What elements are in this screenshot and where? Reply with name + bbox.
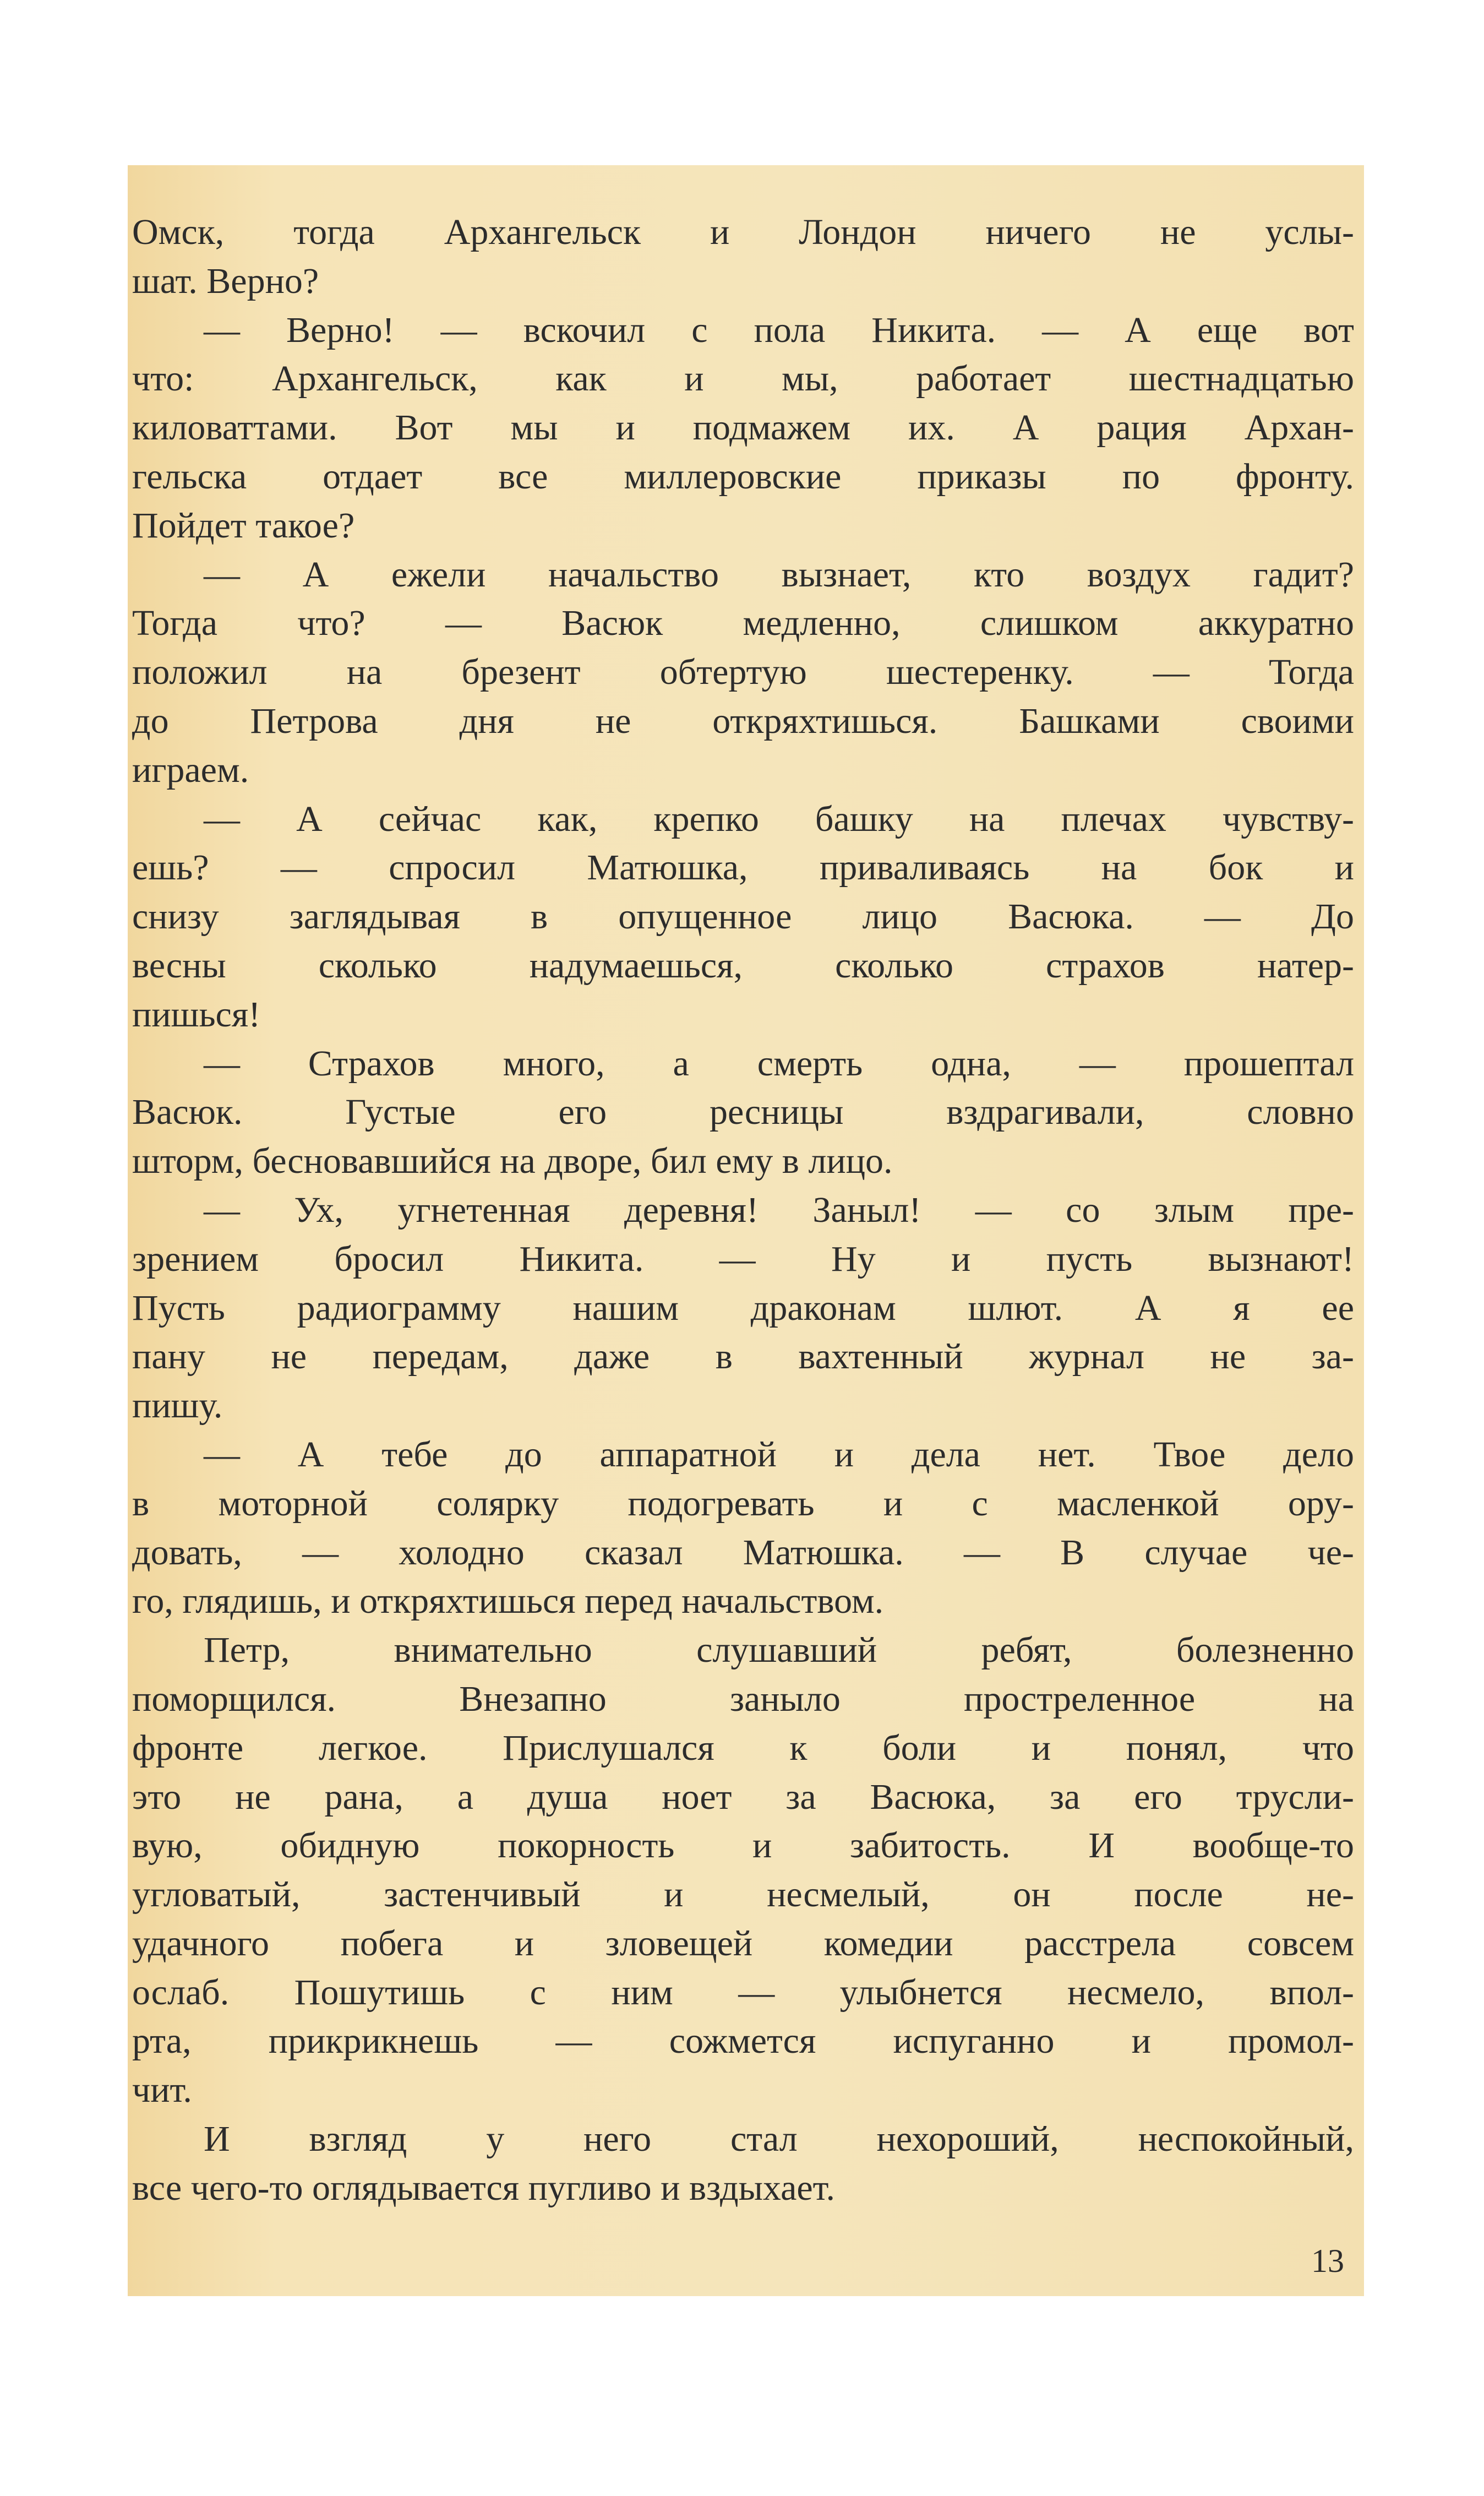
text-line: Тогда что? — Васюк медленно, слишком аккуратно <box>132 603 1354 644</box>
text-line: довать, — холодно сказал Матюшка. — В случае че- <box>132 1532 1354 1573</box>
text-line: снизу заглядывая в опущенное лицо Васюка. — До <box>132 896 1354 937</box>
text-line: киловаттами. Вот мы и подмажем их. А рация Архан- <box>132 407 1354 448</box>
text-line: положил на брезент обтертую шестеренку. — Тогда <box>132 652 1354 693</box>
text-line: гельска отдает все миллеровские приказы по фронту. <box>132 456 1354 497</box>
text-line: угловатый, застенчивый и несмелый, он после не- <box>132 1874 1354 1915</box>
text-line: это не рана, а душа ноет за Васюка, за его трусли- <box>132 1776 1354 1817</box>
text-line: — Ух, угнетенная деревня! Заныл! — со злым пре- <box>204 1189 1354 1230</box>
text-line: ешь? — спросил Матюшка, приваливаясь на бок и <box>132 847 1354 888</box>
text-line: весны сколько надумаешься, сколько страхов натер- <box>132 945 1354 986</box>
text-line: играем. <box>132 749 249 790</box>
text-line: удачного побега и зловещей комедии расстрела совсем <box>132 1923 1354 1964</box>
text-line: фронте легкое. Прислушался к боли и понял, что <box>132 1727 1354 1768</box>
text-line: до Петрова дня не откряхтишься. Башками своими <box>132 700 1354 741</box>
text-line: чит. <box>132 2070 192 2111</box>
text-line: рта, прикрикнешь — сожмется испуганно и промол- <box>132 2021 1354 2062</box>
text-line: что: Архангельск, как и мы, работает шестнадцатью <box>132 358 1354 399</box>
text-line: Пусть радиограмму нашим драконам шлют. А я ее <box>132 1287 1354 1328</box>
text-line: Петр, внимательно слушавший ребят, болезненно <box>204 1630 1354 1671</box>
text-line: поморщился. Внезапно заныло простреленное на <box>132 1678 1354 1719</box>
text-line: Омск, тогда Архангельск и Лондон ничего не услы- <box>132 212 1354 252</box>
text-line: шторм, бесновавшийся на дворе, бил ему в лицо. <box>132 1141 893 1182</box>
text-line: Пойдет такое? <box>132 505 355 546</box>
text-line: Васюк. Густые его ресницы вздрагивали, словно <box>132 1092 1354 1133</box>
text-line: го, глядишь, и откряхтишься перед начальством. <box>132 1581 884 1622</box>
text-line: вую, обидную покорность и забитость. И вообще-то <box>132 1825 1354 1866</box>
text-line: — А тебе до аппаратной и дела нет. Твое дело <box>204 1434 1354 1475</box>
text-line: все чего-то оглядывается пугливо и вздыхает. <box>132 2167 836 2208</box>
text-line: пану не передам, даже в вахтенный журнал не за- <box>132 1336 1354 1377</box>
text-line: пишу. <box>132 1385 223 1426</box>
text-line: пишься! <box>132 994 261 1035</box>
text-line: — Страхов много, а смерть одна, — прошептал <box>204 1043 1354 1084</box>
text-line: шат. Верно? <box>132 260 319 301</box>
text-line: — Верно! — вскочил с пола Никита. — А еще вот <box>204 309 1354 350</box>
page-number: 13 <box>1311 2243 1344 2279</box>
text-line: ослаб. Пошутишь с ним — улыбнется несмело, впол- <box>132 1972 1354 2013</box>
text-line: И взгляд у него стал нехороший, неспокойный, <box>204 2119 1354 2160</box>
text-line: зрением бросил Никита. — Ну и пусть вызнают! <box>132 1238 1354 1279</box>
body-text <box>132 208 1354 2213</box>
text-line: в моторной солярку подогревать и с масленкой ору- <box>132 1483 1354 1524</box>
text-line: — А ежели начальство вызнает, кто воздух гадит? <box>204 554 1354 595</box>
text-line: — А сейчас как, крепко башку на плечах чувству- <box>204 798 1354 839</box>
